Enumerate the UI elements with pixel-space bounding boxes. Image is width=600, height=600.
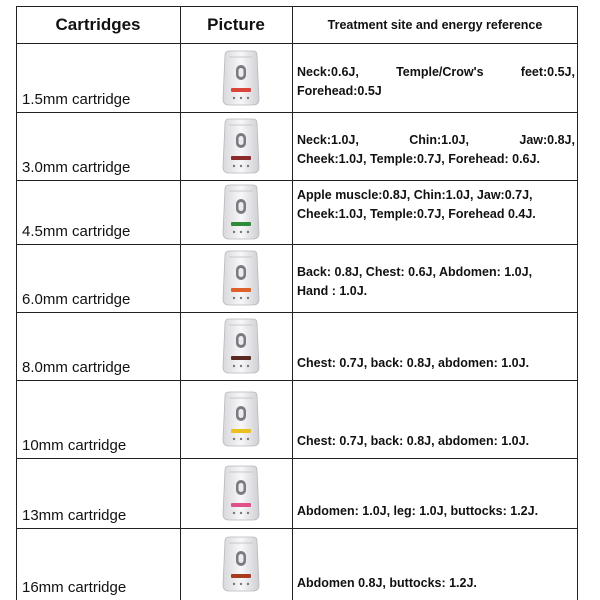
column-divider <box>180 6 181 600</box>
cartridge-image <box>219 390 263 448</box>
cartridge-name: 3.0mm cartridge <box>22 159 131 176</box>
treatment-reference <box>297 574 575 593</box>
treatment-reference <box>297 131 575 169</box>
treatment-text: Cheek:1.0J, Temple:0.7J, Forehead: 0.6J. <box>297 152 540 166</box>
header-picture: Picture <box>207 14 265 34</box>
treatment-reference <box>297 63 575 101</box>
row-divider <box>16 112 578 113</box>
treatment-text: Chin:1.0J, <box>409 133 469 147</box>
cartridge-picture <box>200 535 282 593</box>
cartridge-name: 1.5mm cartridge <box>22 91 131 108</box>
row-divider <box>16 43 578 44</box>
cartridge-picture <box>200 249 282 307</box>
cartridge-name: 8.0mm cartridge <box>22 359 131 376</box>
treatment-line <box>297 282 575 301</box>
cartridge-image <box>219 249 263 307</box>
cartridge-picture <box>200 317 282 375</box>
cartridge-picture <box>200 390 282 448</box>
treatment-line <box>297 432 575 451</box>
cartridge-image <box>219 317 263 375</box>
treatment-text: Apple muscle:0.8J, Chin:1.0J, Jaw:0.7J, <box>297 188 533 202</box>
treatment-text: Temple/Crow's <box>396 65 484 79</box>
header-treatment: Treatment site and energy reference <box>327 17 543 32</box>
treatment-reference <box>297 354 575 373</box>
treatment-line <box>297 186 575 205</box>
cartridge-name: 4.5mm cartridge <box>22 223 131 240</box>
treatment-text: Hand : 1.0J. <box>297 284 368 298</box>
row-divider <box>16 458 578 459</box>
cartridge-name: 16mm cartridge <box>22 579 127 596</box>
treatment-text: Chest: 0.7J, back: 0.8J, abdomen: 1.0J. <box>297 356 530 370</box>
treatment-line <box>297 205 575 224</box>
cartridge-name: 6.0mm cartridge <box>22 291 131 308</box>
row-divider <box>16 180 578 181</box>
header-cartridges: Cartridges <box>55 14 141 34</box>
treatment-text: Back: 0.8J, Chest: 0.6J, Abdomen: 1.0J, <box>297 265 533 279</box>
cartridge-image <box>219 535 263 593</box>
treatment-text: Chest: 0.7J, back: 0.8J, abdomen: 1.0J. <box>297 434 530 448</box>
treatment-text: Abdomen: 1.0J, leg: 1.0J, buttocks: 1.2J. <box>297 504 539 518</box>
treatment-text: feet:0.5J, <box>520 65 575 79</box>
treatment-reference <box>297 432 575 451</box>
cartridge-picture <box>200 183 282 241</box>
cartridge-name: 13mm cartridge <box>22 507 127 524</box>
treatment-reference <box>297 502 575 521</box>
row-divider <box>16 380 578 381</box>
row-divider <box>16 312 578 313</box>
treatment-line <box>297 354 575 373</box>
treatment-line <box>297 131 575 150</box>
treatment-line <box>297 574 575 593</box>
treatment-line <box>297 82 575 101</box>
cartridge-picture <box>200 464 282 522</box>
cartridge-image <box>219 117 263 175</box>
cartridge-picture <box>200 49 282 107</box>
row-divider <box>16 528 578 529</box>
cartridge-name: 10mm cartridge <box>22 437 127 454</box>
cartridge-image <box>219 49 263 107</box>
cartridge-picture <box>200 117 282 175</box>
treatment-line <box>297 150 575 169</box>
cartridge-image <box>219 183 263 241</box>
row-divider <box>16 244 578 245</box>
treatment-reference <box>297 263 575 301</box>
cartridge-image <box>219 464 263 522</box>
treatment-text: Cheek:1.0J, Temple:0.7J, Forehead 0.4J. <box>297 207 536 221</box>
treatment-line <box>297 502 575 521</box>
treatment-line <box>297 63 575 82</box>
treatment-text: Neck:0.6J, <box>297 65 359 79</box>
treatment-text: Forehead:0.5J <box>297 84 382 98</box>
treatment-reference <box>297 186 575 224</box>
treatment-text: Neck:1.0J, <box>297 133 359 147</box>
treatment-text: Abdomen 0.8J, buttocks: 1.2J. <box>297 576 477 590</box>
column-divider <box>292 6 293 600</box>
treatment-text: Jaw:0.8J, <box>519 133 575 147</box>
treatment-line <box>297 263 575 282</box>
